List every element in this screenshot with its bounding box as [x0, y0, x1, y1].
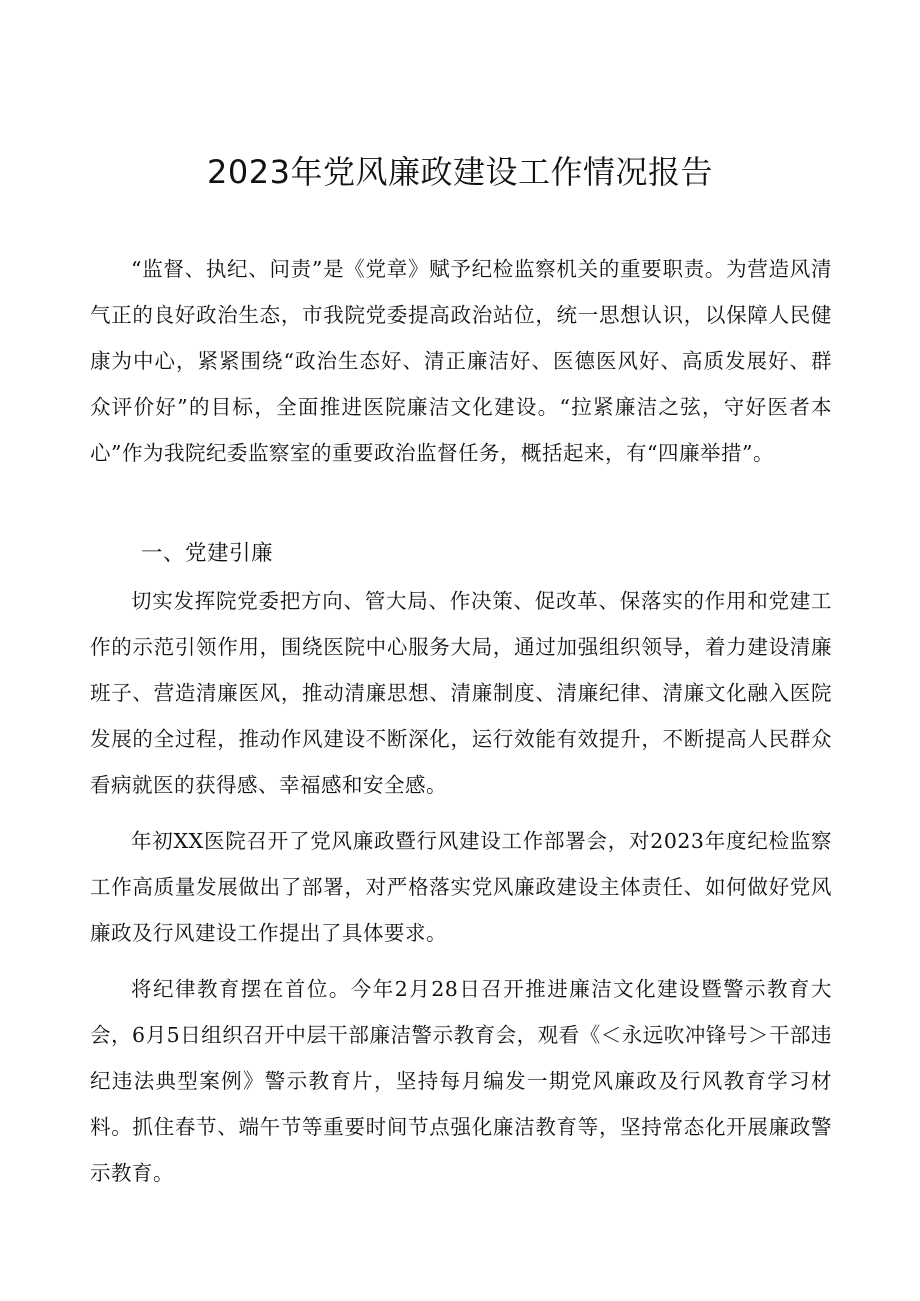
- section-paragraph: 将纪律教育摆在首位。今年2月28日召开推进廉洁文化建设暨警示教育大会，6月5日组织召开中层干部廉洁警示教育会，观看《＜永远吹冲锋号＞干部违纪违法典型案例》警示教育片，坚持每月编发一期党风廉政及行风教育学习材料。抓住春节、端午节等重要时间节点强化廉洁教育等，坚持常态化开展廉政警示教育。: [90, 977, 832, 1185]
- section-paragraph: 切实发挥院党委把方向、管大局、作决策、促改革、保落实的作用和党建工作的示范引领作用，围绕医院中心服务大局，通过加强组织领导，着力建设清廉班子、营造清廉医风，推动清廉思想、清廉制度、清廉纪律、清廉文化融入医院发展的全过程，推动作风建设不断深化，运行效能有效提升，不断提高人民群众看病就医的获得感、幸福感和安全感。: [90, 589, 832, 797]
- section-paragraph: 年初XX医院召开了党风廉政暨行风建设工作部署会，对2023年度纪检监察工作高质量发展做出了部署，对严格落实党风廉政建设主体责任、如何做好党风廉政及行风建设工作提出了具体要求。: [90, 829, 832, 945]
- intro-paragraph: “监督、执纪、问责”是《党章》赋予纪检监察机关的重要职责。为营造风清气正的良好政治生态，市我院党委提高政治站位，统一思想认识，以保障人民健康为中心，紧紧围绕“政治生态好、清正廉洁好、医德医风好、高质发展好、群众评价好”的目标，全面推进医院廉洁文化建设。“拉紧廉洁之弦，守好医者本心”作为我院纪委监察室的重要政治监督任务，概括起来，有“四廉举措”。: [90, 257, 832, 465]
- document-title: 2023年党风廉政建设工作情况报告: [207, 153, 713, 191]
- section-heading: 一、党建引廉: [141, 541, 274, 566]
